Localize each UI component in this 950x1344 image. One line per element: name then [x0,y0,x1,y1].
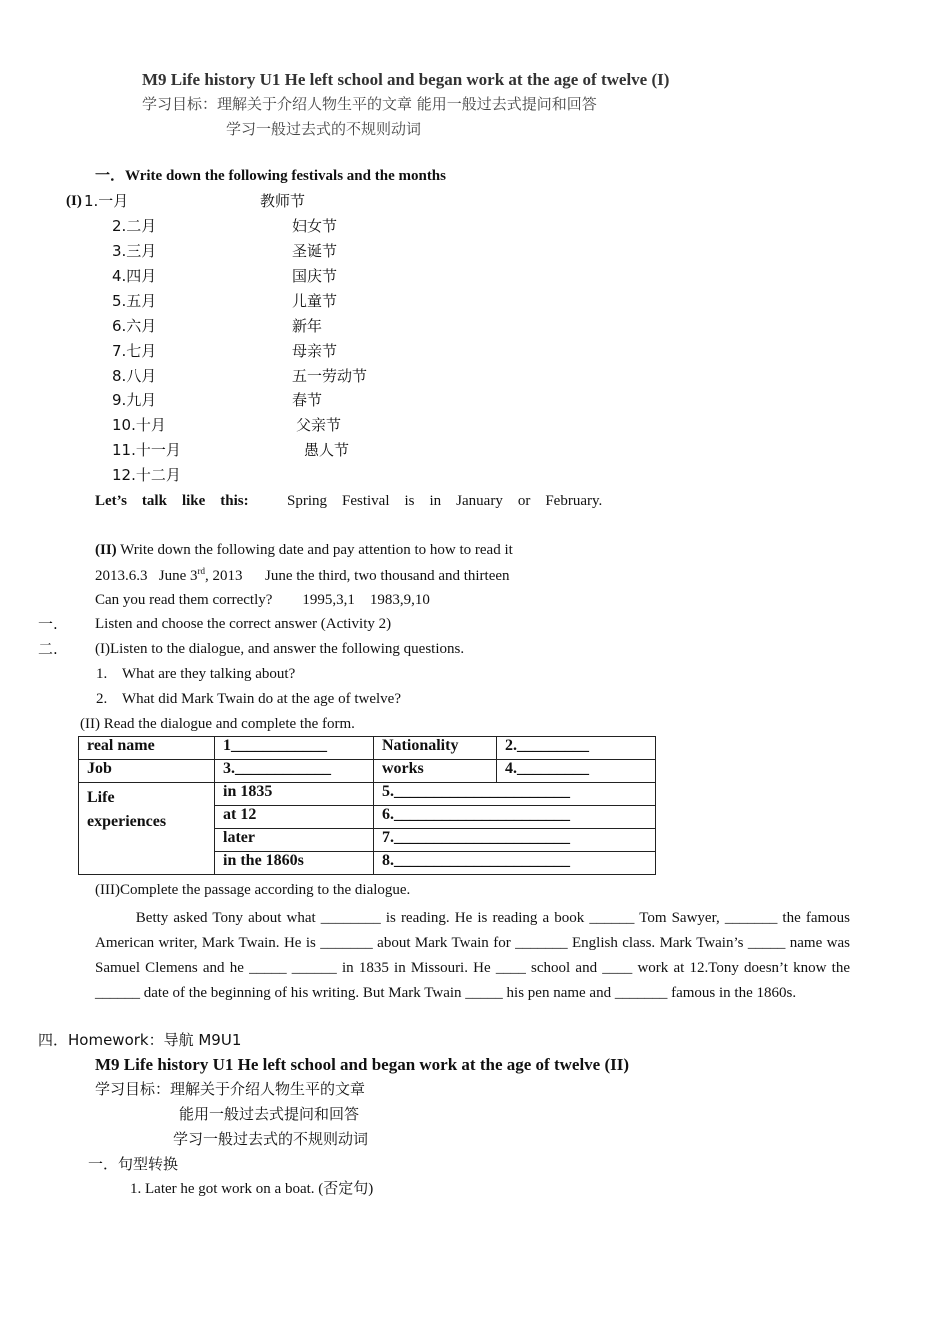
cell-nationality-label: Nationality [374,737,497,760]
part-2-exercise-1: 1. Later he got work on a boat. (否定句) [130,1181,374,1197]
festival-item: 春节 [292,391,323,409]
month-item: 5.五月 [112,292,157,310]
cell-blank-1: 1____________ [215,737,374,760]
month-item: 12.十二月 [112,466,181,484]
passage-intro: (III)Complete the passage according to the dialogue. [95,882,411,898]
table-row [79,760,656,783]
part-2-section-1: 一．句型转换 [88,1155,179,1173]
learning-goal-line2: 学习一般过去式的不规则动词 [226,120,422,138]
table-row [79,737,656,760]
date-example-head: 2013.6.3 June 3 [95,568,198,584]
form-intro: (II) Read the dialogue and complete the form. [80,716,355,732]
month-item: 4.四月 [112,267,157,285]
cell-works-label: works [374,760,497,783]
life-label-line1: Life [87,789,115,806]
festival-item: 母亲节 [292,342,338,360]
festival-item: 妇女节 [292,217,338,235]
page-title: M9 Life history U1 He left school and began work at the age of twelve (I) [142,70,670,89]
section-1-heading: 一．Write down the following festivals and the months [95,168,446,184]
part-2-goal-line2: 能用一般过去式提问和回答 [179,1105,360,1123]
cell-in-1835: in 1835 [215,783,374,806]
month-item: 2.二月 [112,217,157,235]
cell-blank-7: 7.______________________ [374,829,656,852]
homework-line: 四．Homework：导航 M9U1 [38,1031,242,1049]
cell-blank-5: 5.______________________ [374,783,656,806]
item-er-text: (I)Listen to the dialogue, and answer the following questions. [95,641,465,657]
learning-goal: 学习目标：理解关于介绍人物生平的文章 能用一般过去式提问和回答 [142,95,597,113]
date-example-sup: rd [197,566,205,576]
dialogue-form-table [78,736,656,875]
cell-in-1860s: in the 1860s [215,852,374,875]
cell-blank-4: 4._________ [497,760,656,783]
cell-life-experiences-label [79,783,215,875]
festival-item: 国庆节 [292,267,338,285]
festival-item: 愚人节 [304,441,350,459]
cell-later: later [215,829,374,852]
festival-item: 父亲节 [296,416,342,434]
festival-item: 圣诞节 [292,242,338,260]
month-item: 1.一月 [84,192,129,210]
cell-job-label: Job [79,760,215,783]
part-2-goal: 学习目标：理解关于介绍人物生平的文章 [95,1080,366,1098]
cell-real-name-label: real name [79,737,215,760]
festival-item: 儿童节 [292,292,338,310]
lets-talk-label: Let’s talk like this: [95,493,249,509]
part-2-title: M9 Life history U1 He left school and began work at the age of twelve (II) [95,1055,630,1074]
month-item: 10.十月 [112,416,166,434]
festival-item: 五一劳动节 [292,367,368,385]
lets-talk-text: Spring Festival is in January or February. [287,493,603,509]
month-item: 7.七月 [112,342,157,360]
section-2-label: (II) [95,542,117,558]
item-er-number: 二. [38,640,58,658]
date-example [95,566,510,585]
item-yi-number: 一. [38,615,58,633]
part-2-goal-line3: 学习一般过去式的不规则动词 [173,1130,369,1148]
month-item: 8.八月 [112,367,157,385]
cell-blank-6: 6.______________________ [374,806,656,829]
section-2-line [95,541,513,559]
question-1: 1. What are they talking about? [96,666,296,682]
month-item: 11.十一月 [112,441,181,459]
cell-blank-2: 2._________ [497,737,656,760]
read-correctly-line: Can you read them correctly? 1995,3,1 1983,9,10 [95,592,430,608]
festival-item: 教师节 [260,192,306,210]
question-2: 2. What did Mark Twain do at the age of twelve? [96,691,401,707]
month-item: 9.九月 [112,391,157,409]
cell-blank-8: 8.______________________ [374,852,656,875]
section-1-sub-label: (I) [66,193,82,209]
item-yi-text: Listen and choose the correct answer (Activity 2) [95,616,392,632]
month-item: 3.三月 [112,242,157,260]
date-example-tail: , 2013 June the third, two thousand and thirteen [205,568,510,584]
section-2-text: Write down the following date and pay attention to how to read it [120,542,513,558]
passage-text: Betty asked Tony about what ________ is reading. He is reading a book ______ Tom Sawyer, _______ the famous American writer, Mark Twain. He is _______ about Mark Twain for _______ English class. Mark Twain’s _____ name was Samuel Clemens and he _____ ______ in 1835 in Missouri. He ____ school and ____ work at 12.Tony doesn’t know the ______ date of the beginning of his writing. But Mark Twain _____ his pen name and _______ famous in the 1860s. [95,910,854,1001]
life-label-line2: experiences [87,813,167,830]
cell-at-12: at 12 [215,806,374,829]
festival-item: 新年 [292,317,323,335]
cell-blank-3: 3.____________ [215,760,374,783]
table-row [79,783,656,806]
month-item: 6.六月 [112,317,157,335]
